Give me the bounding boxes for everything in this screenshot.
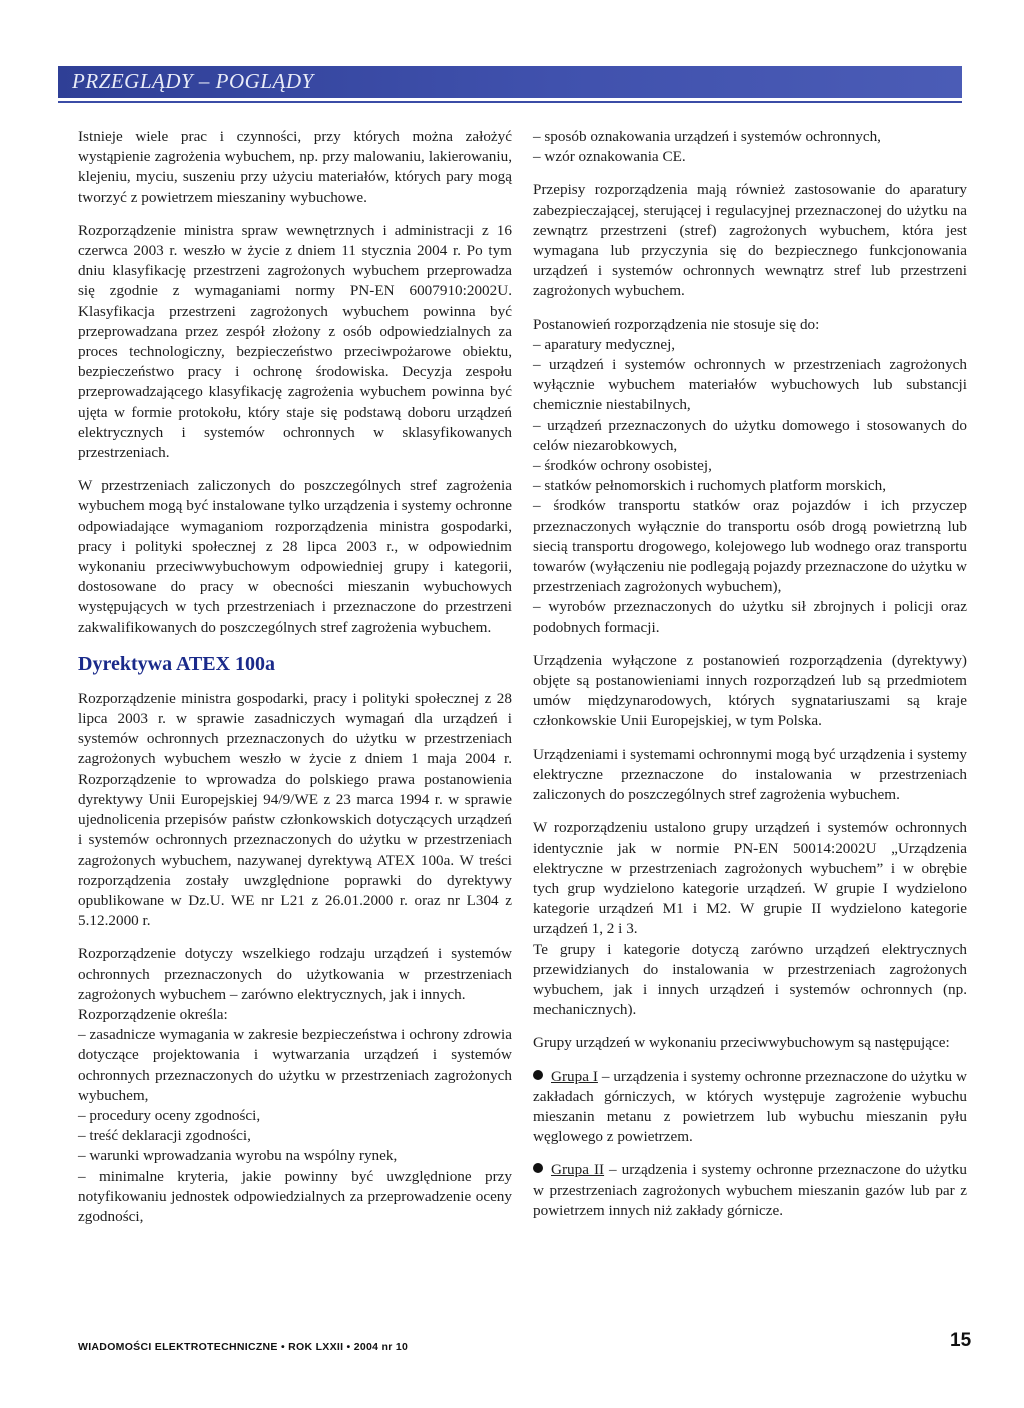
list-item: – środków ochrony osobistej, bbox=[533, 457, 712, 475]
group-2-label: Grupa II bbox=[551, 1161, 605, 1179]
list-item: – treść deklaracji zgodności, bbox=[78, 1127, 251, 1145]
paragraph: Grupy urządzeń w wykonaniu przeciwwybuchowym są następujące: bbox=[533, 1034, 950, 1052]
list-item: – procedury oceny zgodności, bbox=[78, 1106, 261, 1124]
bullet-icon bbox=[533, 1070, 543, 1080]
group-2-paragraph bbox=[533, 1160, 967, 1221]
section-heading: Dyrektywa ATEX 100a bbox=[78, 652, 276, 675]
bullet-icon bbox=[533, 1163, 543, 1173]
list-item: – sposób oznakowania urządzeń i systemów ochronnych, bbox=[533, 128, 881, 145]
paragraph: Przepisy rozporządzenia mają również zastosowanie do aparatury zabezpieczającej, sterującej i regulacyjnej przeznaczonej do użytku na zewnątrz przestrzeni (stref) zagrożonych wybuchem, która jest wymagana lub przyczynia się do bezpiecznego funkcjonowania urządzeń i systemów ochronnych wewnątrz stref lub przestrzeni zagrożonych wybuchem. bbox=[533, 181, 967, 300]
journal-footer: WIADOMOŚCI ELEKTROTECHNICZNE • ROK LXXII • 2004 nr 10 bbox=[78, 1341, 409, 1353]
list-item: – wzór oznakowania CE. bbox=[533, 148, 686, 166]
list-item: – urządzeń i systemów ochronnych w przestrzeniach zagrożonych wyłącznie wybuchem materiałów wybuchowych lub substancji chemicznie niestabilnych, bbox=[533, 356, 967, 414]
paragraph: Urządzeniami i systemami ochronnymi mogą być urządzenia i systemy elektryczne przeznaczone do instalowania w przestrzeniach zaliczonych do poszczególnych stref zagrożenia wybuchem. bbox=[533, 745, 967, 804]
list-item: – minimalne kryteria, jakie powinny być uwzględnione przy notyfikowaniu jednostek odpowiedzialnych za przeprowadzenie oceny zgodności, bbox=[78, 1167, 512, 1225]
banner-rule bbox=[58, 101, 962, 103]
paragraph: Istnieje wiele prac i czynności, przy których można założyć wystąpienie zagrożenia wybuchem, np. przy malowaniu, lakierowaniu, klejeniu, myciu, suszeniu przy użyciu materiałów, których pary mogą tworzyć z powietrzem mieszaniny wybuchowe. bbox=[78, 128, 512, 206]
group-1-text: – urządzenia i systemy ochronne przeznaczone do użytku w zakładach górniczych, w których występuje zagrożenie wybuchu mieszanin metanu z powietrzem lub wybuchu mieszanin pyłu węglowego z powietrzem. bbox=[533, 1067, 967, 1146]
section-banner bbox=[58, 66, 962, 98]
list-item: – aparatury medycznej, bbox=[533, 335, 676, 353]
list-intro: Postanowień rozporządzenia nie stosuje się do: bbox=[533, 315, 820, 333]
list-item: – środków transportu statków oraz pojazdów i ich przyczep przeznaczonych wyłącznie do transportu osób drogą powietrzną lub siecią transportu drogowego, kolejowego lub wodnego oraz transportu towarów (wyłączeniu nie podlegają pojazdy przeznaczone do użytku w przestrzeniach zagrożonych wybuchem), bbox=[533, 497, 967, 596]
paragraph: W przestrzeniach zaliczonych do poszczególnych stref zagrożenia wybuchem mogą być instalowane tylko urządzenia i systemy ochronne odpowiadające wymaganiom rozporządzenia ministra gospodarki, pracy i polityki społecznej z 28 lipca 2003 r., w odpowiednim wykonaniu przeciwwybuchowym odpowiedniej grupy i kategorii, dostosowane do pracy w obecności mieszanin wybuchowych występujących w tych przestrzeniach i przeznaczone do przestrzeni zakwalifikowanych do poszczególnych stref zagrożenia wybuchem. bbox=[78, 477, 512, 636]
list-item: – urządzeń przeznaczonych do użytku domowego i stosowanych do celów niezarobkowych, bbox=[533, 416, 967, 454]
left-column bbox=[78, 127, 512, 1227]
group-2-text: – urządzenia i systemy ochronne przeznaczone do użytku w przestrzeniach zagrożonych wybuchem mieszanin gazów lub par z powietrzem innych niż zakłady górnicze. bbox=[533, 1161, 967, 1219]
paragraph: Rozporządzenie dotyczy wszelkiego rodzaju urządzeń i systemów ochronnych przeznaczonych do użytkowania w przestrzeniach zagrożonych wybuchem – zarówno elektrycznych, jak i innych. bbox=[78, 945, 512, 1003]
paragraph: W rozporządzeniu ustalono grupy urządzeń i systemów ochronnych identycznie jak w normie PN-EN 50014:2002U „Urządzenia elektryczne w przestrzeniach zagrożonych wybuchem” i w obrębie tych grup wydzielono kategorie urządzeń. W grupie I wydzielono kategorie urządzeń M1 i M2. W grupie II wydzielono kategorie urządzeń 1, 2 i 3. bbox=[533, 819, 967, 938]
paragraph: Rozporządzenie ministra gospodarki, pracy i polityki społecznej z 28 lipca 2003 r. w sprawie zasadniczych wymagań dla urządzeń i systemów ochronnych przeznaczonych do użytku w przestrzeniach zagrożonych wybuchem weszło w życie z dniem 1 maja 2004 r. Rozporządzenie to wprowadza do polskiego prawa postanowienia dyrektywy Unii Europejskiej 94/9/WE z 23 marca 1994 r. w sprawie ujednolicenia przepisów państw członkowskich dotyczących urządzeń i systemów ochronnych przeznaczonych do użytku w przestrzeniach zagrożonych wybuchem, nazywanej dyrektywą ATEX 100a. W treści rozporządzenia zostały uwzględnione poprawki do dyrektywy opublikowane w Dz.U. WE nr L21 z 26.01.2000 r. oraz nr L304 z 5.12.2000 r. bbox=[78, 689, 512, 930]
list-item: – warunki wprowadzania wyrobu na wspólny rynek, bbox=[78, 1147, 398, 1165]
group-1-label: Grupa I bbox=[551, 1067, 598, 1085]
list-item: – statków pełnomorskich i ruchomych platform morskich, bbox=[533, 477, 887, 495]
right-column bbox=[533, 127, 967, 1234]
section-title: PRZEGLĄDY – POGLĄDY bbox=[72, 69, 314, 93]
group-1-paragraph bbox=[533, 1067, 967, 1148]
list-item: – wyrobów przeznaczonych do użytku sił zbrojnych i policji oraz podobnych formacji. bbox=[533, 598, 967, 636]
list-item: – zasadnicze wymagania w zakresie bezpieczeństwa i ochrony zdrowia dotyczące projektowania i wytwarzania urządzeń i systemów ochronnych przeznaczonych do użytku w przestrzeniach zagrożonych wybuchem, bbox=[78, 1026, 512, 1104]
paragraph: Rozporządzenie ministra spraw wewnętrznych i administracji z 16 czerwca 2003 r. weszło w życie z dniem 11 stycznia 2004 r. Po tym dniu klasyfikację przestrzeni zagrożonych wybuchem przeprowadza się zgodnie z wymaganiami normy PN-EN 6007910:2002U. Klasyfikacja przestrzeni zagrożonych wybuchem powinna być przeprowadzana przez zespół złożony z osób odpowiedzialnych za proces technologiczny, bezpieczeństwo przeciwpożarowe obiektu, bezpieczeństwo pracy i ochronę środowiska. Decyzja zespołu przeprowadzającego klasyfikację zagrożenia wybuchem powinna być ujęta w formie protokołu, który staje się podstawą doboru urządzeń elektrycznych i systemów ochronnych w sklasyfikowanych przestrzeniach. bbox=[78, 221, 512, 462]
paragraph: Te grupy i kategorie dotyczą zarówno urządzeń elektrycznych przewidzianych do instalowania w przestrzeniach zagrożonych wybuchem, jak i innych urządzeń i systemów ochronnych (np. mechanicznych). bbox=[533, 940, 967, 1019]
paragraph: Urządzenia wyłączone z postanowień rozporządzenia (dyrektywy) objęte są postanowieniami innych rozporządzeń lub są przedmiotem umów międzynarodowych, których sygnatariuszami są kraje członkowskie Unii Europejskiej, w tym Polska. bbox=[533, 651, 967, 730]
page-number: 15 bbox=[950, 1330, 972, 1351]
list-intro: Rozporządzenie określa: bbox=[78, 1005, 228, 1023]
